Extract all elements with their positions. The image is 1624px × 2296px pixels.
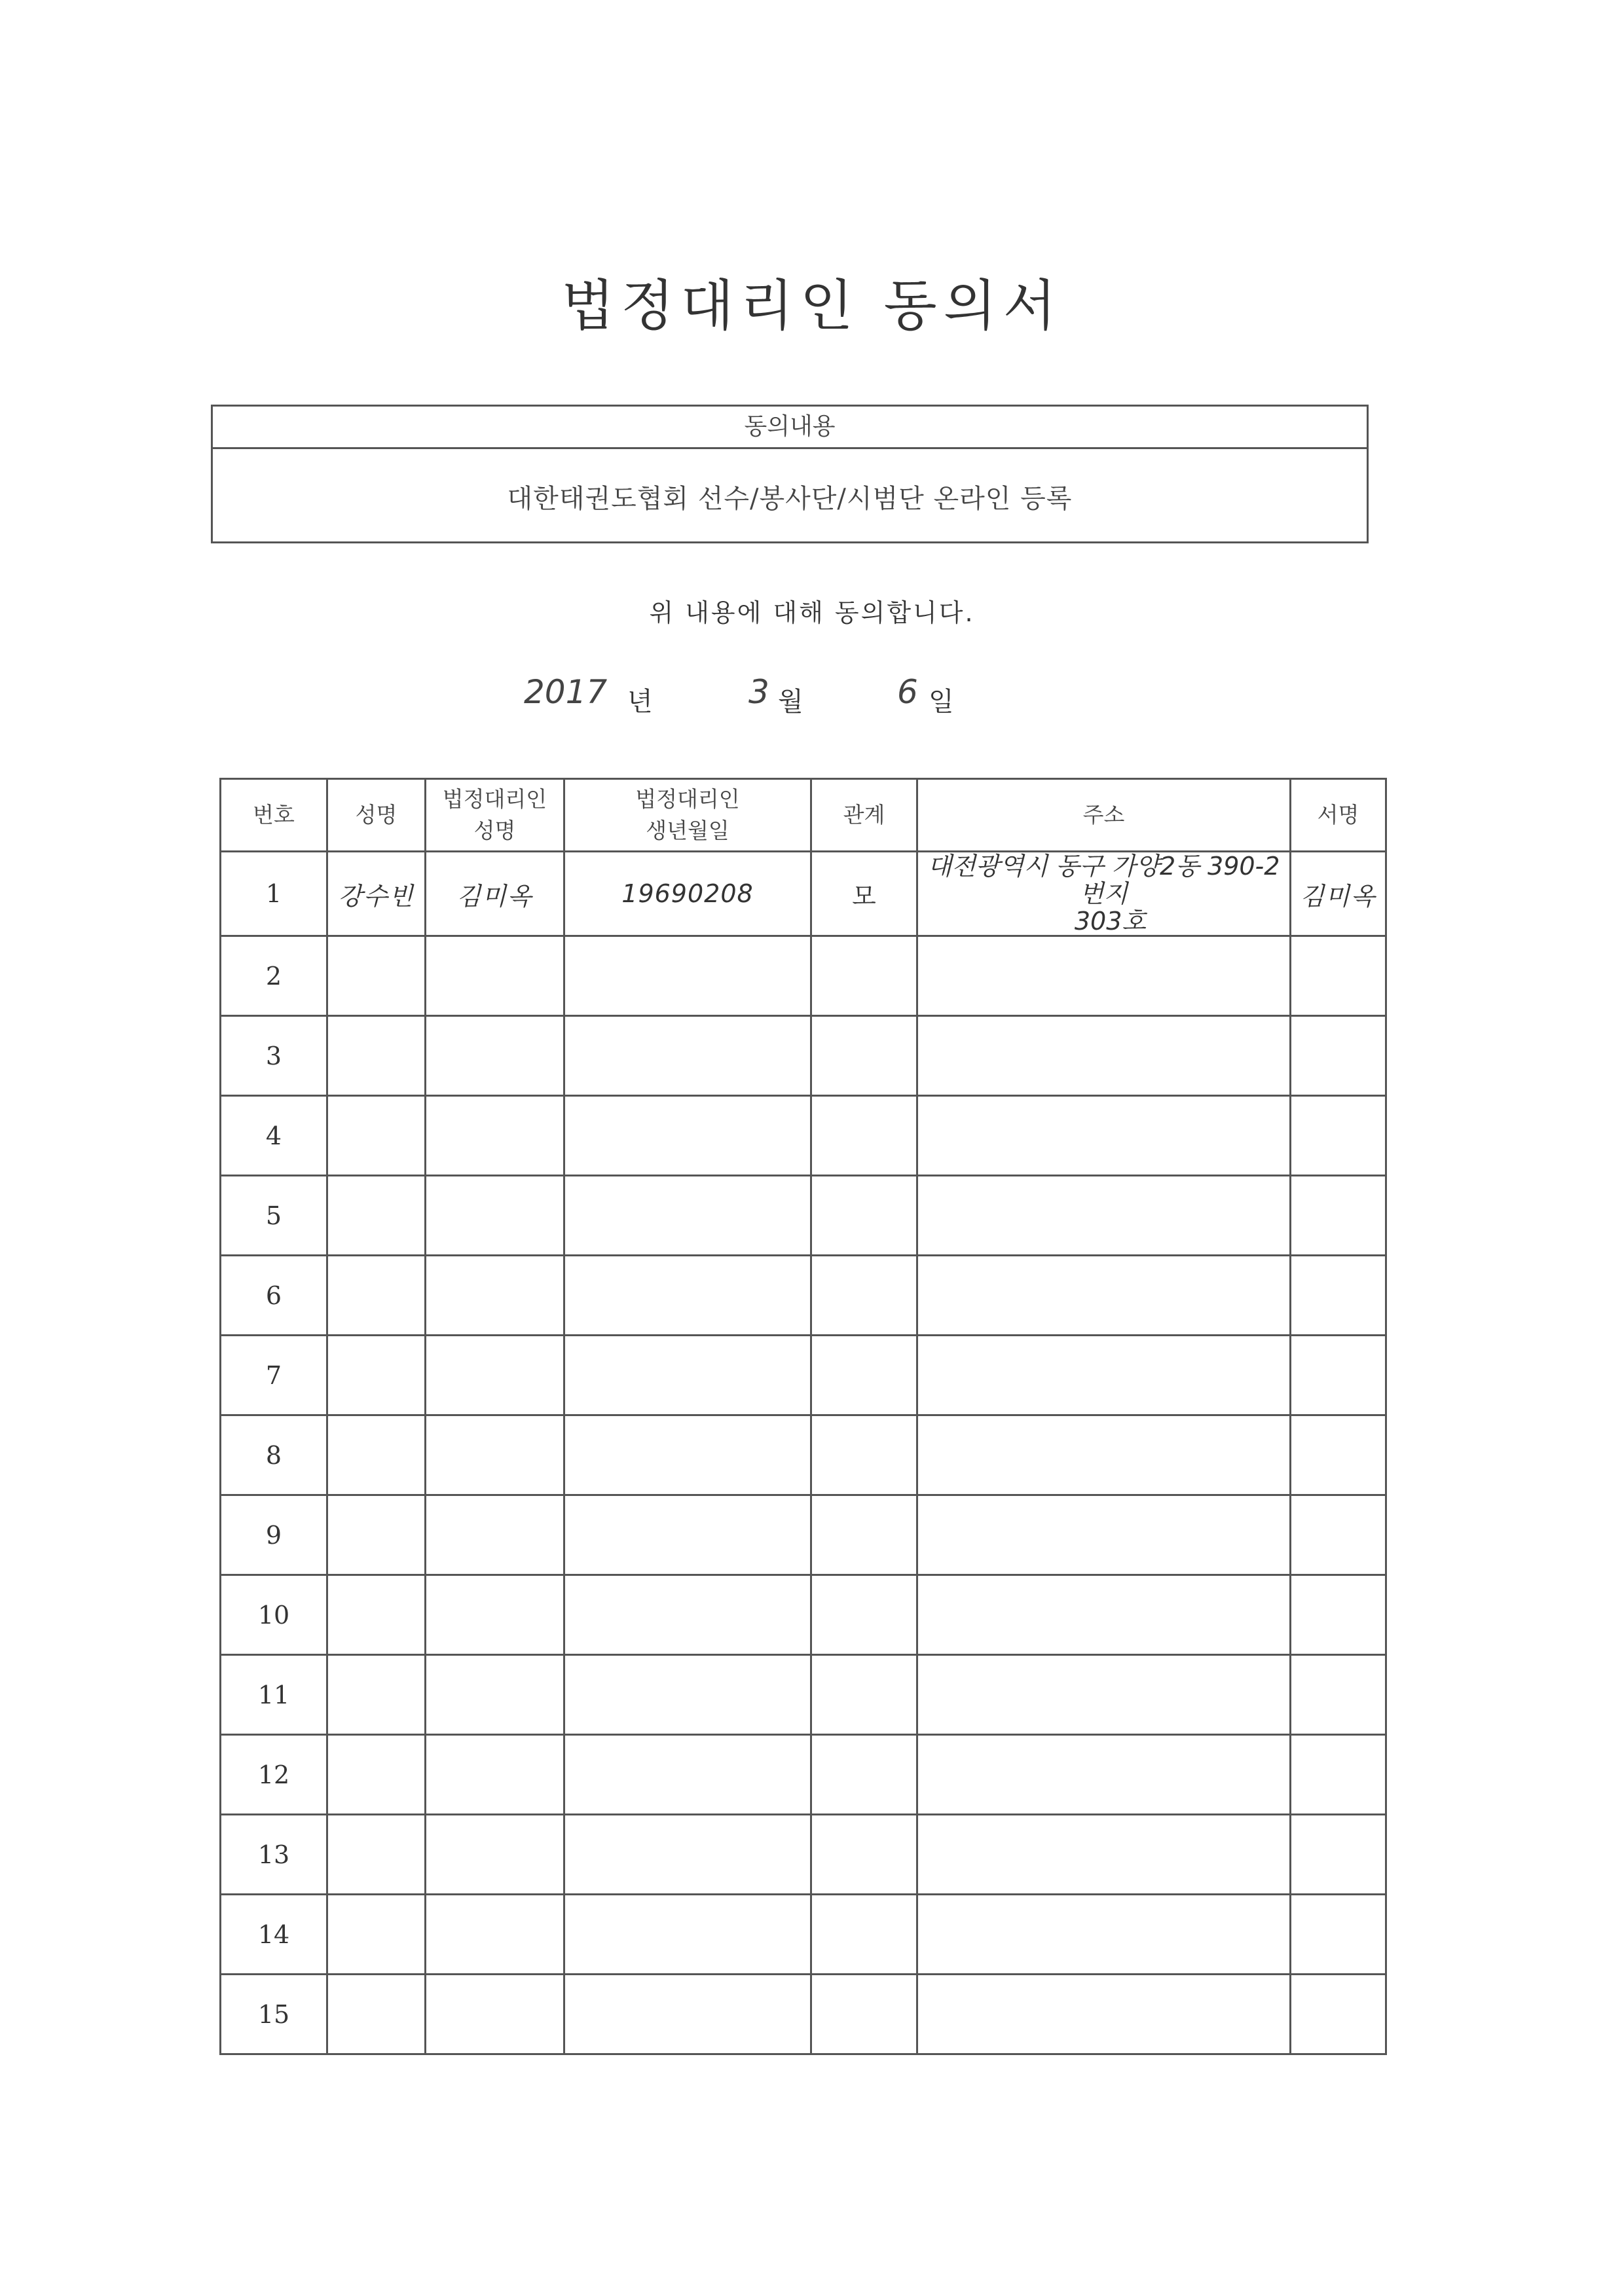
row-number: 5 <box>221 1176 327 1256</box>
row-number: 4 <box>221 1096 327 1176</box>
guardian-name <box>426 1415 564 1495</box>
date-year: 2017 <box>524 673 608 711</box>
header-relation: 관계 <box>811 779 917 852</box>
consent-content: 대한태권도협회 선수/봉사단/시범단 온라인 등록 <box>507 483 1073 514</box>
date-month-unit: 월 <box>778 687 803 717</box>
guardian-birthdate <box>564 1336 811 1415</box>
header-signature: 서명 <box>1291 779 1386 852</box>
table-row <box>221 1256 1386 1336</box>
address <box>917 1575 1291 1655</box>
signature <box>1291 1096 1386 1176</box>
guardian-name <box>426 1256 564 1336</box>
table-row <box>221 936 1386 1016</box>
table-header-row <box>221 779 1386 852</box>
table-row <box>221 1096 1386 1176</box>
student-name <box>327 936 426 1016</box>
guardian-name <box>426 1575 564 1655</box>
row-number: 7 <box>221 1336 327 1415</box>
row-number: 13 <box>221 1815 327 1895</box>
row-number: 6 <box>221 1256 327 1336</box>
address <box>917 1336 1291 1415</box>
student-name <box>327 1655 426 1735</box>
address <box>917 852 1291 936</box>
student-name <box>327 1975 426 2054</box>
table-row <box>221 1655 1386 1735</box>
relation <box>811 1735 917 1815</box>
address <box>917 1256 1291 1336</box>
student-name: 강수빈 <box>327 852 426 936</box>
header-guardian-birth <box>564 779 811 852</box>
guardian-birthdate <box>564 1096 811 1176</box>
signature <box>1291 1495 1386 1575</box>
header-guardian-birth-line2: 생년월일 <box>646 818 729 843</box>
guardian-name <box>426 1735 564 1815</box>
address <box>917 1415 1291 1495</box>
guardian-name <box>426 1176 564 1256</box>
signature <box>1291 936 1386 1016</box>
consent-header: 동의내용 <box>213 407 1367 449</box>
row-number: 8 <box>221 1415 327 1495</box>
header-guardian-name <box>426 779 564 852</box>
guardian-birthdate <box>564 1415 811 1495</box>
signature <box>1291 1895 1386 1975</box>
guardian-name <box>426 1895 564 1975</box>
signature <box>1291 1336 1386 1415</box>
guardian-birthdate: 19690208 <box>564 852 811 936</box>
row-number: 9 <box>221 1495 327 1575</box>
student-name <box>327 1735 426 1815</box>
signature <box>1291 1415 1386 1495</box>
table-row <box>221 1815 1386 1895</box>
address <box>917 1815 1291 1895</box>
table-row <box>221 1495 1386 1575</box>
student-name <box>327 1176 426 1256</box>
guardian-birthdate <box>564 1655 811 1735</box>
row-number: 1 <box>221 852 327 936</box>
relation <box>811 1016 917 1096</box>
student-name <box>327 1415 426 1495</box>
guardian-birthdate <box>564 1016 811 1096</box>
student-name <box>327 1096 426 1176</box>
signature <box>1291 1975 1386 2054</box>
guardian-birthdate <box>564 936 811 1016</box>
address <box>917 1176 1291 1256</box>
guardian-name <box>426 1495 564 1575</box>
student-name <box>327 1495 426 1575</box>
relation: 모 <box>811 852 917 936</box>
student-name <box>327 1336 426 1415</box>
signature <box>1291 1735 1386 1815</box>
guardian-name <box>426 1975 564 2054</box>
date-year-unit: 년 <box>627 687 653 717</box>
header-no: 번호 <box>221 779 327 852</box>
student-name <box>327 1895 426 1975</box>
consent-box <box>211 405 1369 543</box>
guardian-name <box>426 1655 564 1735</box>
student-name <box>327 1575 426 1655</box>
guardian-name <box>426 1096 564 1176</box>
agreement-statement: 위 내용에 대해 동의합니다. <box>649 598 975 627</box>
row-number: 12 <box>221 1735 327 1815</box>
row-number: 15 <box>221 1975 327 2054</box>
guardian-birthdate <box>564 1815 811 1895</box>
signature <box>1291 1176 1386 1256</box>
table-row <box>221 1336 1386 1415</box>
date-month: 3 <box>748 673 769 711</box>
signature <box>1291 1655 1386 1735</box>
address <box>917 936 1291 1016</box>
student-name <box>327 1815 426 1895</box>
signature <box>1291 1815 1386 1895</box>
header-name: 성명 <box>327 779 426 852</box>
guardian-name <box>426 936 564 1016</box>
relation <box>811 1655 917 1735</box>
guardian-birthdate <box>564 1895 811 1975</box>
address-line2: 303호 <box>1074 907 1147 936</box>
relation <box>811 1096 917 1176</box>
guardian-birthdate <box>564 1575 811 1655</box>
guardian-birthdate <box>564 1975 811 2054</box>
relation <box>811 1495 917 1575</box>
header-address: 주소 <box>917 779 1291 852</box>
table-row <box>221 1895 1386 1975</box>
table-row <box>221 1016 1386 1096</box>
student-name <box>327 1256 426 1336</box>
guardian-name: 김미옥 <box>426 852 564 936</box>
table-row <box>221 1575 1386 1655</box>
relation <box>811 1176 917 1256</box>
row-number: 10 <box>221 1575 327 1655</box>
address <box>917 1495 1291 1575</box>
row-number: 14 <box>221 1895 327 1975</box>
address <box>917 1016 1291 1096</box>
address <box>917 1895 1291 1975</box>
row-number: 2 <box>221 936 327 1016</box>
guardian-name <box>426 1016 564 1096</box>
header-guardian-birth-line1: 법정대리인 <box>635 786 740 812</box>
address <box>917 1975 1291 2054</box>
relation <box>811 936 917 1016</box>
signature <box>1291 1575 1386 1655</box>
guardian-table <box>219 778 1387 2055</box>
relation <box>811 1336 917 1415</box>
address <box>917 1096 1291 1176</box>
row-number: 11 <box>221 1655 327 1735</box>
relation <box>811 1815 917 1895</box>
guardian-birthdate <box>564 1735 811 1815</box>
address <box>917 1655 1291 1735</box>
relation <box>811 1256 917 1336</box>
date-day-unit: 일 <box>929 687 954 717</box>
date-day: 6 <box>897 673 918 711</box>
signature <box>1291 1016 1386 1096</box>
address <box>917 1735 1291 1815</box>
header-guardian-name-line2: 성명 <box>473 818 516 843</box>
page-title: 법정대리인 동의서 <box>561 274 1063 338</box>
address-line1: 대전광역시 동구 가양2동 390-2번지 <box>927 852 1280 908</box>
guardian-birthdate <box>564 1176 811 1256</box>
signature: 김미옥 <box>1291 852 1386 936</box>
signature <box>1291 1256 1386 1336</box>
relation <box>811 1575 917 1655</box>
relation <box>811 1975 917 2054</box>
table-row <box>221 1415 1386 1495</box>
guardian-birthdate <box>564 1495 811 1575</box>
row-number: 3 <box>221 1016 327 1096</box>
table-row <box>221 852 1386 936</box>
relation <box>811 1415 917 1495</box>
relation <box>811 1895 917 1975</box>
header-guardian-name-line1: 법정대리인 <box>442 786 547 812</box>
table-body <box>221 852 1386 2054</box>
table-row <box>221 1176 1386 1256</box>
guardian-name <box>426 1815 564 1895</box>
table-row <box>221 1975 1386 2054</box>
table-row <box>221 1735 1386 1815</box>
guardian-name <box>426 1336 564 1415</box>
guardian-birthdate <box>564 1256 811 1336</box>
student-name <box>327 1016 426 1096</box>
